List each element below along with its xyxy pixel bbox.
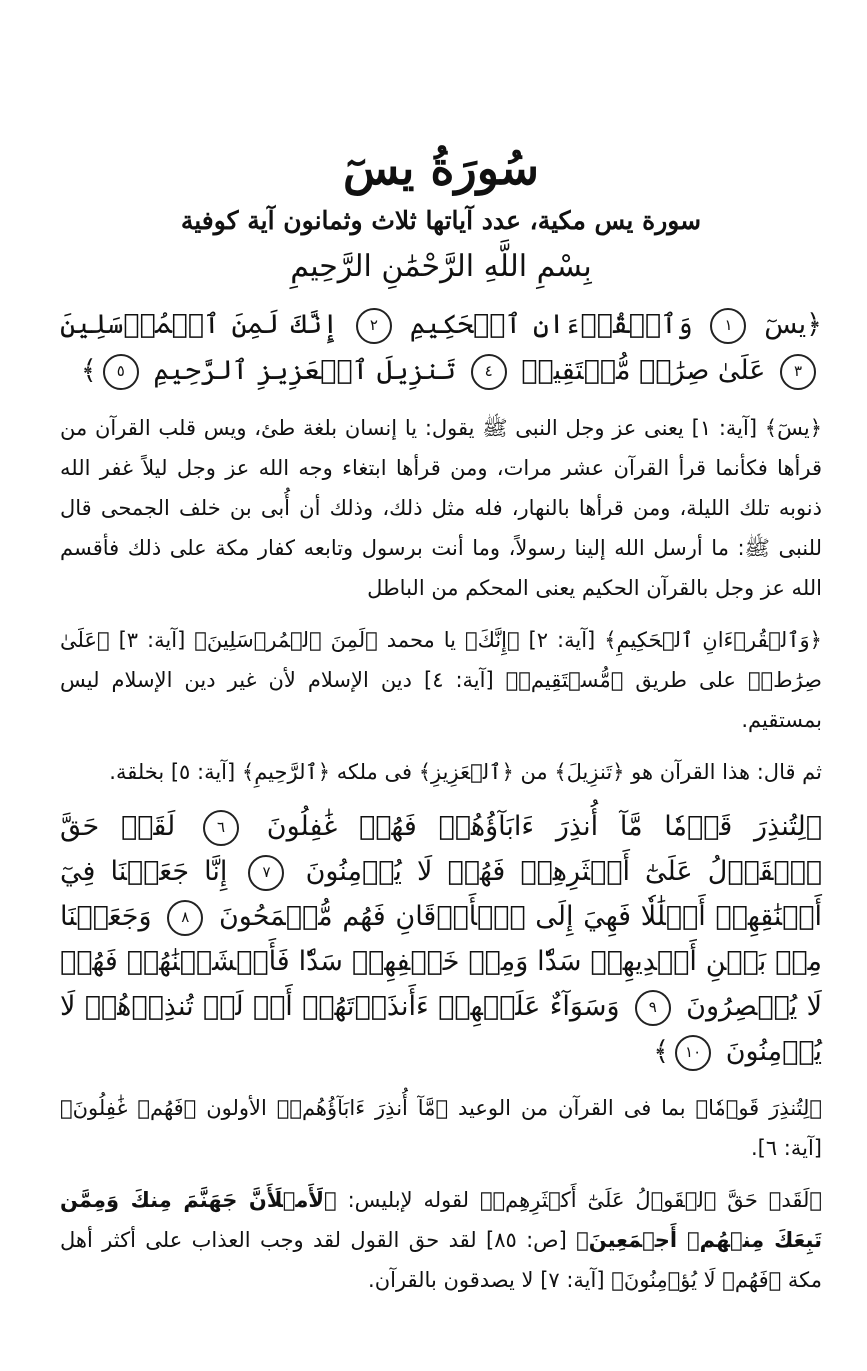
ornate-bracket-open: ﴿ <box>806 309 822 340</box>
ornate-bracket-close: ﴾ <box>653 1036 670 1067</box>
verse-6: لِتُنذِرَ قَوۡمٗا مَّآ أُنذِرَ ءَابَآؤُهُمۡ فَهُمۡ غَٰفِلُونَ <box>266 811 806 842</box>
tafsir-paragraph-5 <box>60 1180 822 1300</box>
verse-number-10: ١٠ <box>675 1035 711 1071</box>
verse-number-5: ٥ <box>103 354 139 390</box>
ornate-bracket-open: ﴿ <box>805 811 822 842</box>
basmala: بِسْمِ اللَّهِ الرَّحْمَٰنِ الرَّحِيمِ <box>290 249 592 284</box>
verse-7: لَقَدۡ حَقَّ ٱلۡقَوۡلُ عَلَىٰٓ أَكۡثَرِهِمۡ فَهُمۡ لَا يُؤۡمِنُونَ <box>60 811 822 887</box>
verse-9: وَجَعَلۡنَا مِنۢ بَيۡنِ أَيۡدِيهِمۡ سَدّٗا وَمِنۡ خَلۡفِهِمۡ سَدّٗا فَأَغۡشَيۡنَٰهُمۡ فَهُمۡ لَا يُبۡصِرُونَ <box>60 901 822 1022</box>
verse-3: إِنَّكَ لَمِنَ ٱلۡمُرۡسَلِينَ <box>60 309 339 340</box>
tafsir-paragraph-2: ﴿وَٱلۡقُرۡءَانِ ٱلۡحَكِيمِ﴾ [آية: ٢] ﴿إِنَّكَ﴾ يا محمد ﴿لَمِنَ ٱلۡمُرۡسَلِينَ﴾ [آية: ٣] ﴿عَلَىٰ صِرَٰطٖ﴾ على طريق ﴿مُّسۡتَقِيمٖ﴾ [آية: ٤] دين الإسلام لأن غير دين الإسلام ليس بمستقيم. <box>60 628 823 732</box>
verse-number-3: ٣ <box>780 354 816 390</box>
verse-2: وَٱلۡقُرۡءَانِ ٱلۡحَكِيمِ <box>409 309 693 340</box>
tafsir-5-part-1: ﴿لَقَدۡ حَقَّ ٱلۡقَوۡلُ عَلَىٰٓ أَكۡثَرِهِمۡ﴾ لقوله لإبليس: <box>336 1188 822 1212</box>
verses-block-1 <box>60 302 822 394</box>
page <box>60 138 822 1331</box>
verse-4: عَلَىٰ صِرَٰطٖ مُّسۡتَقِيمٖ <box>521 355 766 386</box>
verse-8: إِنَّا جَعَلۡنَا فِيٓ أَعۡنَٰقِهِمۡ أَغۡلَٰلٗا فَهِيَ إِلَى ٱلۡأَذۡقَانِ فَهُم مُّقۡمَحُونَ <box>60 856 822 932</box>
surah-title: سُورَةُ يسٓ <box>342 141 540 195</box>
surah-subtitle: سورة يس مكية، عدد آياتها ثلاث وثمانون آية كوفية <box>180 206 702 235</box>
tafsir-5-quoted-verse: ﴿لَأَمۡلَأَنَّ جَهَنَّمَ مِنكَ وَمِمَّن تَبِعَكَ مِنۡهُمۡ أَجۡمَعِينَ﴾ <box>60 1188 822 1252</box>
verse-number-9: ٩ <box>635 990 671 1026</box>
verse-number-2: ٢ <box>356 308 392 344</box>
verses-block-2 <box>60 804 822 1074</box>
tafsir-paragraph-1: ﴿يسٓ﴾ [آية: ١] يعنى عز وجل النبى ﷺ يقول: يا إنسان بلغة طئ، ويس قلب القرآن من قرأها فكأنما قرأ القرآن عشر مرات، ومن قرأها ابتغاء وجه الله عز وجل ليلاً غفر الله ذنوبه تلك الليلة، ومن قرأها بالنهار، فله مثل ذلك، وذلك أن أُبى بن خلف الجمحى قال للنبى ﷺ: ما أرسل الله إلينا رسولاً، وما أنت برسول وتابعه كفار مكة على ذلك فأقسم الله عز وجل بالقرآن الحكيم يعنى المحكم من الباطل <box>60 416 822 600</box>
verse-number-1: ١ <box>710 308 746 344</box>
verse-number-4: ٤ <box>471 354 507 390</box>
verse-number-7: ٧ <box>248 855 284 891</box>
verse-10: وَسَوَآءٌ عَلَيۡهِمۡ ءَأَنذَرۡتَهُمۡ أَمۡ لَمۡ تُنذِرۡهُمۡ لَا يُؤۡمِنُونَ <box>60 991 822 1067</box>
verse-number-8: ٨ <box>167 900 203 936</box>
verse-1: يسٓ <box>764 309 807 340</box>
tafsir-5-part-3: [ص: ٨٥] لقد حق القول لقد وجب العذاب على أكثر أهل مكة ﴿فَهُمۡ لَا يُؤۡمِنُونَ﴾ [آية: ٧] لا يصدقون بالقرآن. <box>60 1228 822 1292</box>
tafsir-paragraph-4: ﴿لِتُنذِرَ قَوۡمٗا﴾ بما فى القرآن من الوعيد ﴿مَّآ أُنذِرَ ءَابَآؤُهُمۡ﴾ الأولون ﴿فَهُمۡ غَٰفِلُونَ﴾ [آية: ٦]. <box>60 1096 822 1160</box>
tafsir-paragraph-3: ثم قال: هذا القرآن هو ﴿تَنزِيلَ﴾ من ﴿ٱلۡعَزِيزِ﴾ فى ملكه ﴿ٱلرَّحِيمِ﴾ [آية: ٥] بخلقة. <box>109 760 822 784</box>
ornate-bracket-close: ﴾ <box>80 355 97 386</box>
verse-number-6: ٦ <box>203 810 239 846</box>
verse-5: تَنزِيلَ ٱلۡعَزِيزِ ٱلرَّحِيمِ <box>153 355 457 386</box>
